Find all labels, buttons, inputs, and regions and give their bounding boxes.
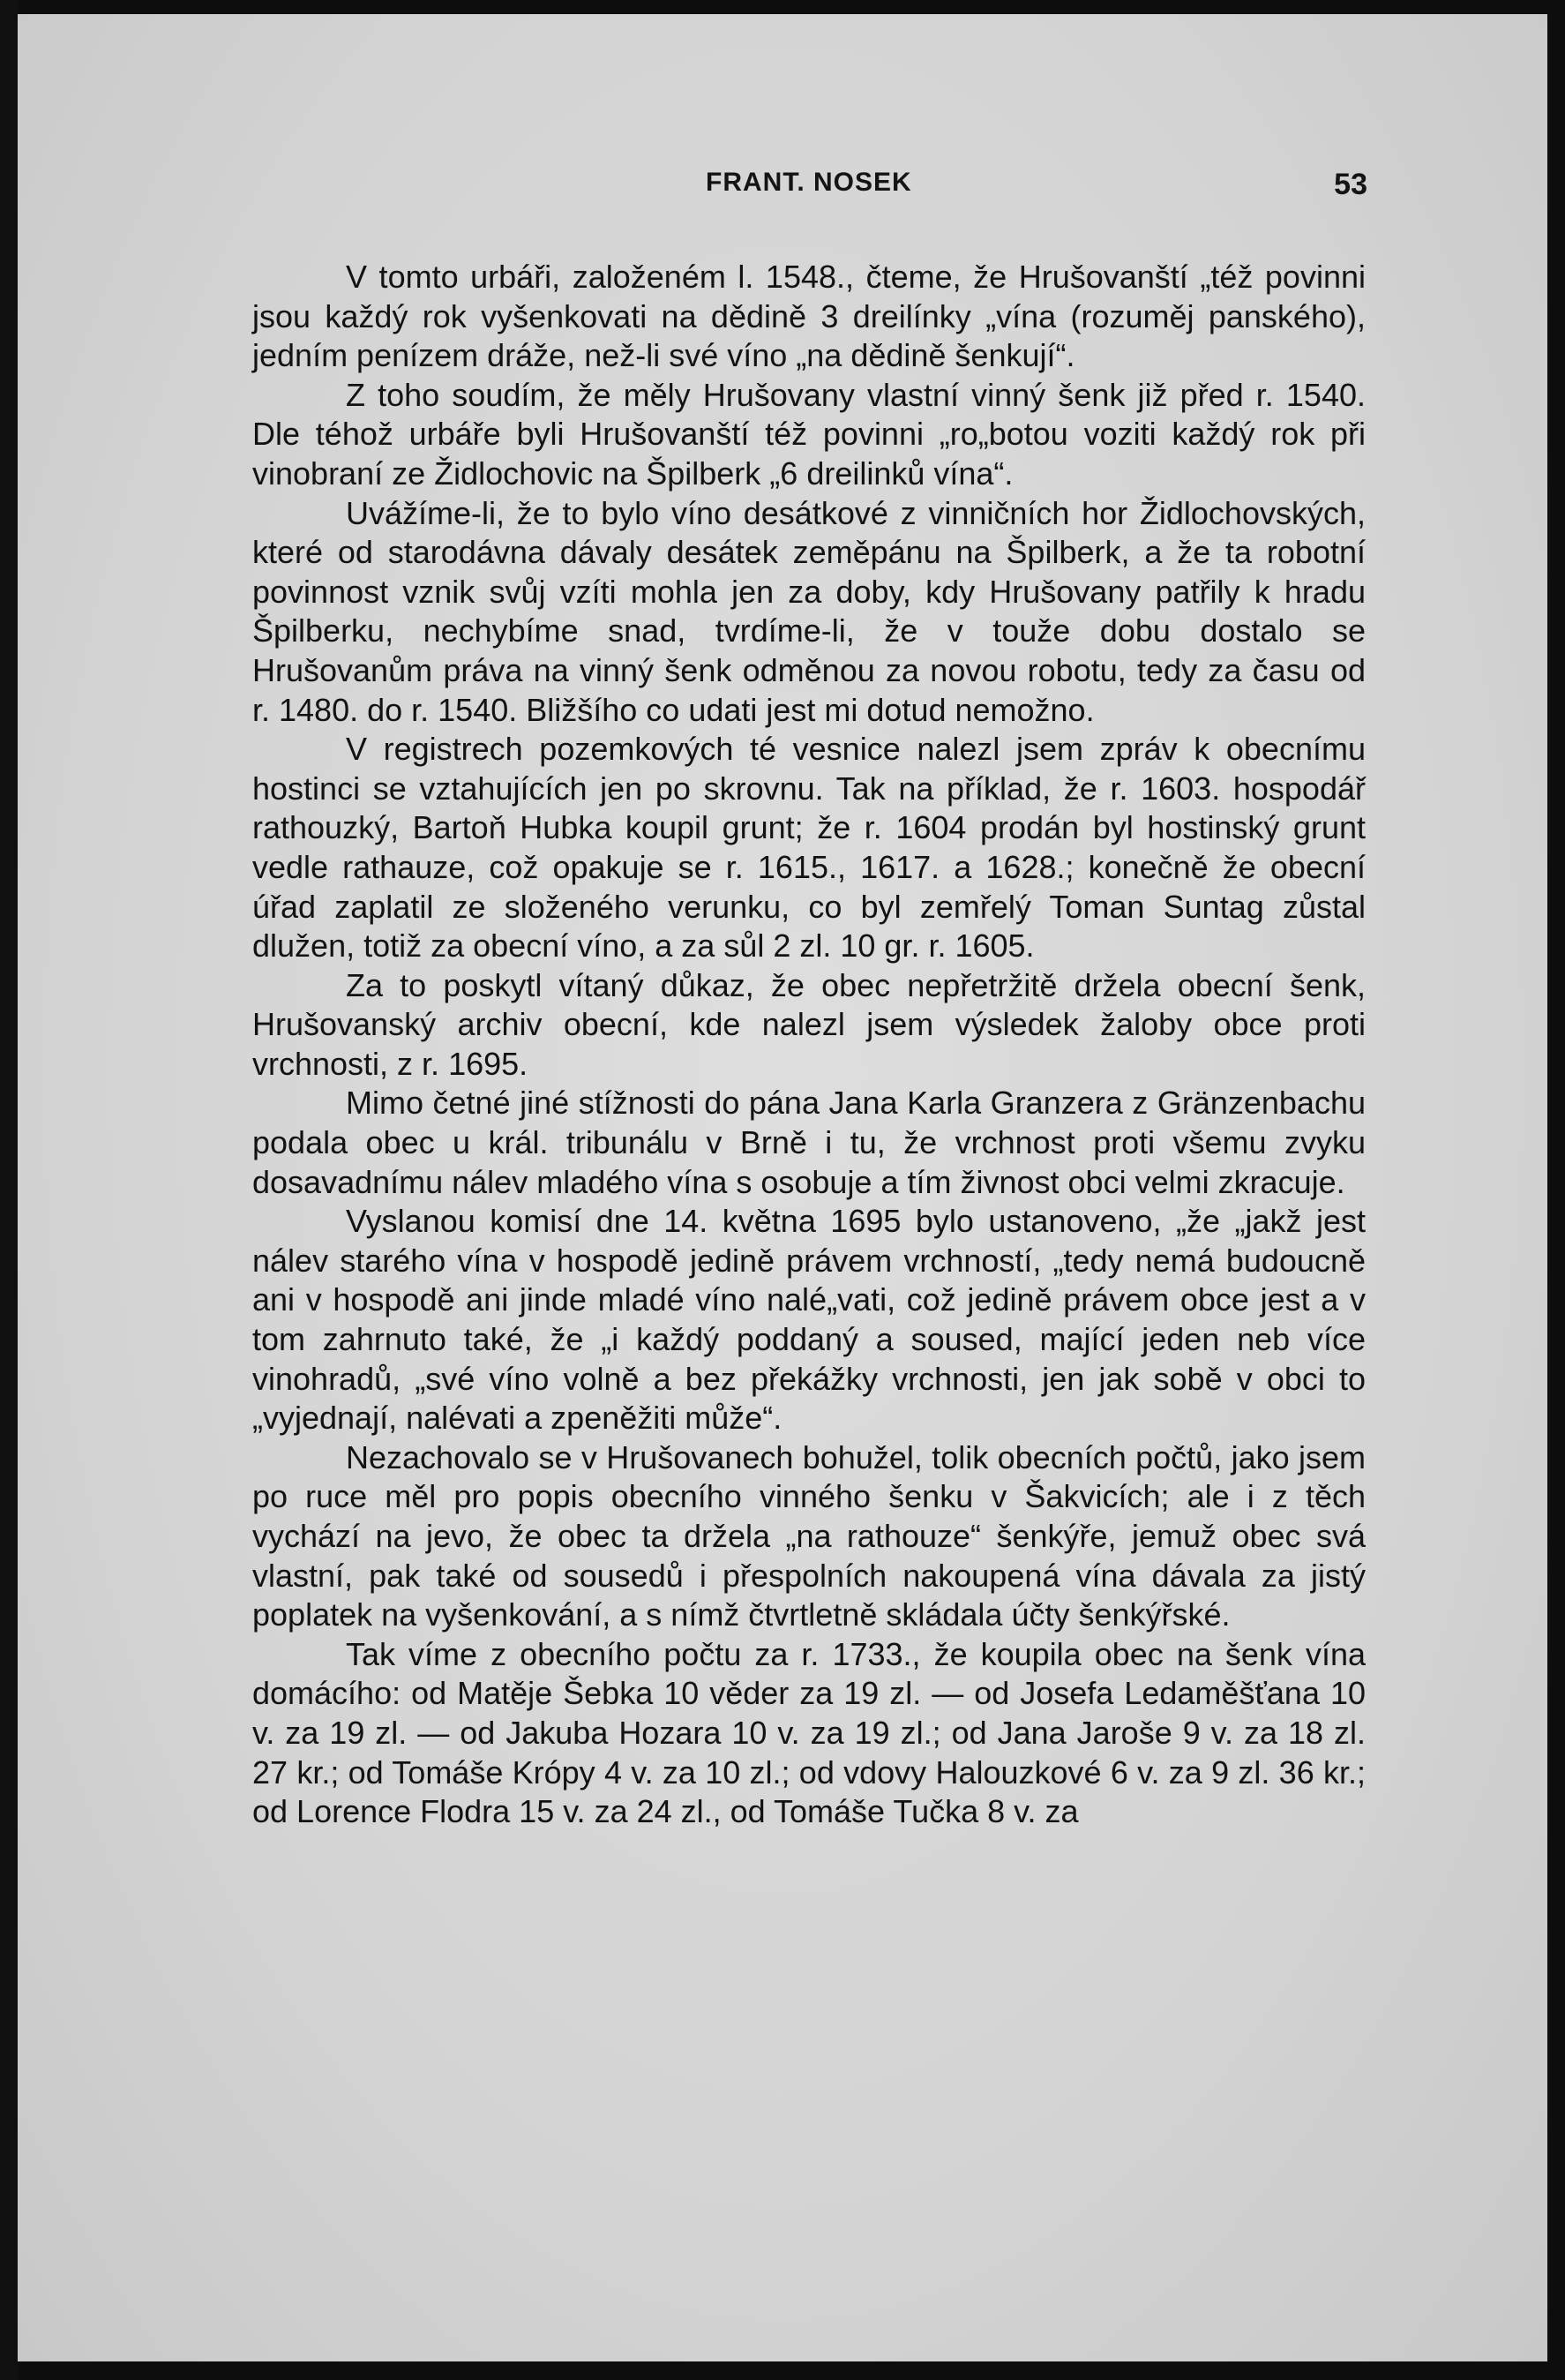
paragraph: Mimo četné jiné stížnosti do pána Jana Karla Granzera z Gränzenbachu podala obec u král. tribunálu v Brně i tu, že vrchnost proti všemu zvyku dosavadnímu nálev mladého vína s osobuje a tím živnost obci velmi zkracuje.: [252, 1085, 1366, 1200]
scan-left-edge: [0, 0, 18, 2380]
paragraph: Z toho soudím, že měly Hrušovany vlastní vinný šenk již před r. 1540. Dle téhož urbáře byli Hrušovanští též povinni „ro„botou voziti každý rok při vinobraní ze Židlochovic na Špilberk „6 dreilinků vína“.: [252, 376, 1366, 492]
paragraph: V registrech pozemkových té vesnice nalezl jsem zpráv k obecnímu hostinci se vztahujících jen po skrovnu. Tak na příklad, že r. 1603. hospodář rathouzký, Bartoň Hubka koupil grunt; že r. 1604 prodán byl hostinský grunt vedle rathauze, což opakuje se r. 1615., 1617. a 1628.; konečně že obecní úřad zaplatil ze složeného verunku, co byl zemřelý Toman Suntag zůstal dlužen, totiž za obecní víno, a za sůl 2 zl. 10 gr. r. 1605.: [252, 731, 1366, 965]
paragraph: Nezachovalo se v Hrušovanech bohužel, tolik obecních počtů, jako jsem po ruce měl pro popis obecního vinného šenku v Šakvicích; ale i z těch vychází na jevo, že obec ta držela „na rathouze“ šenkýře, jemuž obec svá vlastní, pak také od sousedů i přespolních nakoupená vína dávala za jistý poplatek na vyšenkování, a s nímž čtvrtletně skládala účty šenkýřské.: [252, 1438, 1366, 1633]
paragraph: V tomto urbáři, založeném l. 1548., čteme, že Hrušovanští „též povinni jsou každý rok vyšenkovati na dědině 3 dreilínky „vína (rozuměj panského), jedním penízem dráže, než-li své víno „na dědině šenkují“.: [252, 259, 1366, 374]
page-number: 53: [1334, 168, 1367, 201]
paragraph: Za to poskytl vítaný důkaz, že obec nepřetržitě držela obecní šenk, Hrušovanský archiv obecní, kde nalezl jsem výsledek žaloby obce proti vrchnosti, z r. 1695.: [252, 966, 1366, 1082]
paragraph: Tak víme z obecního počtu za r. 1733., že koupila obec na šenk vína domácího: od Matěje Šebka 10 věder za 19 zl. — od Josefa Ledaměšťana 10 v. za 19 zl. — od Jakuba Hozara 10 v. za 19 zl.; od Jana Jaroše 9 v. za 18 zl. 27 kr.; od Tomáše Krópy 4 v. za 10 zl.; od vdovy Halouzkové 6 v. za 9 zl. 36 kr.; od Lorence Flodra 15 v. za 24 zl., od Tomáše Tučka 8 v. za: [252, 1635, 1366, 1830]
paragraph: Vyslanou komisí dne 14. května 1695 bylo ustanoveno, „že „jakž jest nálev starého vína v hospodě jedině právem vrchností, „tedy nemá budoucně ani v hospodě ani jinde mladé víno nalé„vati, což jedině právem obce jest a v tom zahrnuto také, že „i každý poddaný a soused, mající jeden neb více vinohradů, „své víno volně a bez překážky vrchnosti, jen jak sobě v obci to „vyjednají, nalévati a zpeněžiti může“.: [252, 1203, 1366, 1437]
body-text: [252, 258, 1366, 1832]
page-header: [229, 168, 1367, 212]
running-head: FRANT. NOSEK: [706, 168, 912, 197]
paragraph: Uvážíme-li, že to bylo víno desátkové z vinničních hor Židlochovských, které od starodávna dávaly desátek zeměpánu na Špilberk, a že ta robotní povinnost vznik svůj vzíti mohla jen za doby, kdy Hrušovany patřily k hradu Špilberku, nechybíme snad, tvrdíme-li, že v touže dobu dostalo se Hrušovanům práva na vinný šenk odměnou za novou robotu, tedy za času od r. 1480. do r. 1540. Bližšího co udati jest mi dotud nemožno.: [252, 494, 1366, 728]
